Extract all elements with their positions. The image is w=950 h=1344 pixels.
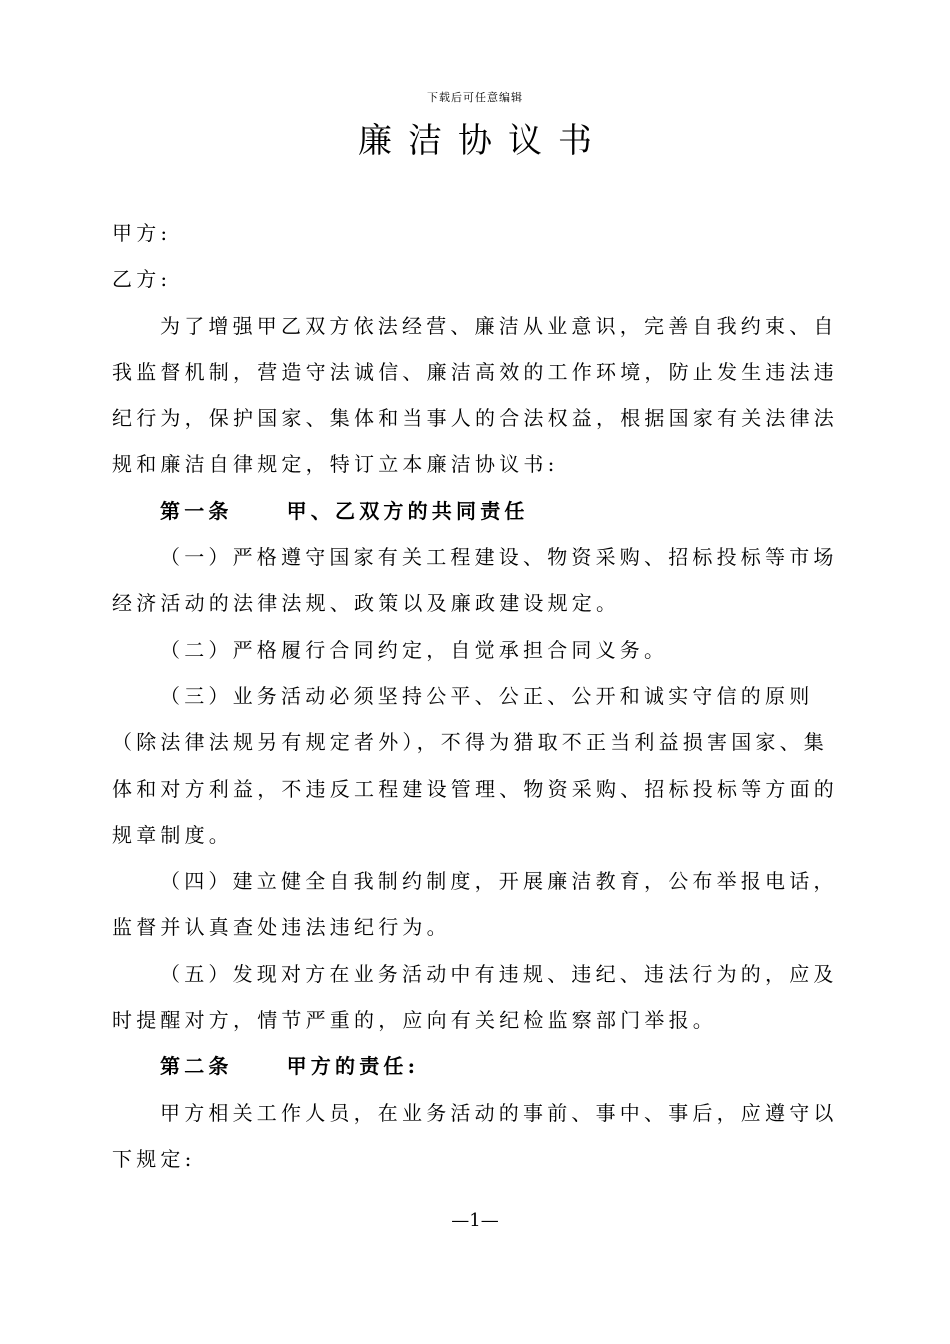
article-1-item-4: （四）建立健全自我制约制度，开展廉洁教育，公布举报电话，监督并认真查处违法违纪行为。 bbox=[112, 869, 838, 940]
article-1-title: 甲、乙双方的共同责任 bbox=[286, 498, 529, 523]
article-1-number: 第一条 bbox=[160, 498, 233, 523]
article-2-number: 第二条 bbox=[160, 1054, 233, 1079]
page-number: —1— bbox=[451, 1210, 499, 1231]
article-1-heading bbox=[112, 488, 842, 534]
article-2-title: 甲方的责任: bbox=[286, 1054, 420, 1079]
document-title: 廉洁协议书 bbox=[358, 121, 608, 161]
article-2-paragraph: 甲方相关工作人员，在业务活动的事前、事中、事后，应遵守以下规定: bbox=[112, 1100, 838, 1171]
article-1-item-5: （五）发现对方在业务活动中有违规、违纪、违法行为的，应及时提醒对方，情节严重的，应向有关纪检监察部门举报。 bbox=[112, 961, 838, 1033]
header-note: 下载后可任意编辑 bbox=[427, 91, 523, 104]
article-1-item-1: （一）严格遵守国家有关工程建设、物资采购、招标投标等市场经济活动的法律法规、政策以及廉政建设规定。 bbox=[112, 545, 838, 616]
document-body bbox=[112, 210, 842, 1182]
article-1-item-3: （三）业务活动必须坚持公平、公正、公开和诚实守信的原则（除法律法规另有规定者外），不得为猎取不正当利益损害国家、集体和对方利益，不违反工程建设管理、物资采购、招标投标等方面的规章制度。 bbox=[112, 683, 838, 847]
article-2-heading bbox=[112, 1043, 842, 1089]
intro-paragraph: 为了增强甲乙双方依法经营、廉洁从业意识，完善自我约束、自我监督机制，营造守法诚信、廉洁高效的工作环境，防止发生违法违纪行为，保护国家、集体和当事人的合法权益，根据国家有关法律法规和廉洁自律规定，特订立本廉洁协议书: bbox=[112, 313, 838, 477]
article-1-item-2: （二）严格履行合同约定，自觉承担合同义务。 bbox=[160, 637, 669, 662]
party-b-line: 乙方: bbox=[112, 267, 172, 292]
party-a-line: 甲方: bbox=[112, 221, 172, 245]
